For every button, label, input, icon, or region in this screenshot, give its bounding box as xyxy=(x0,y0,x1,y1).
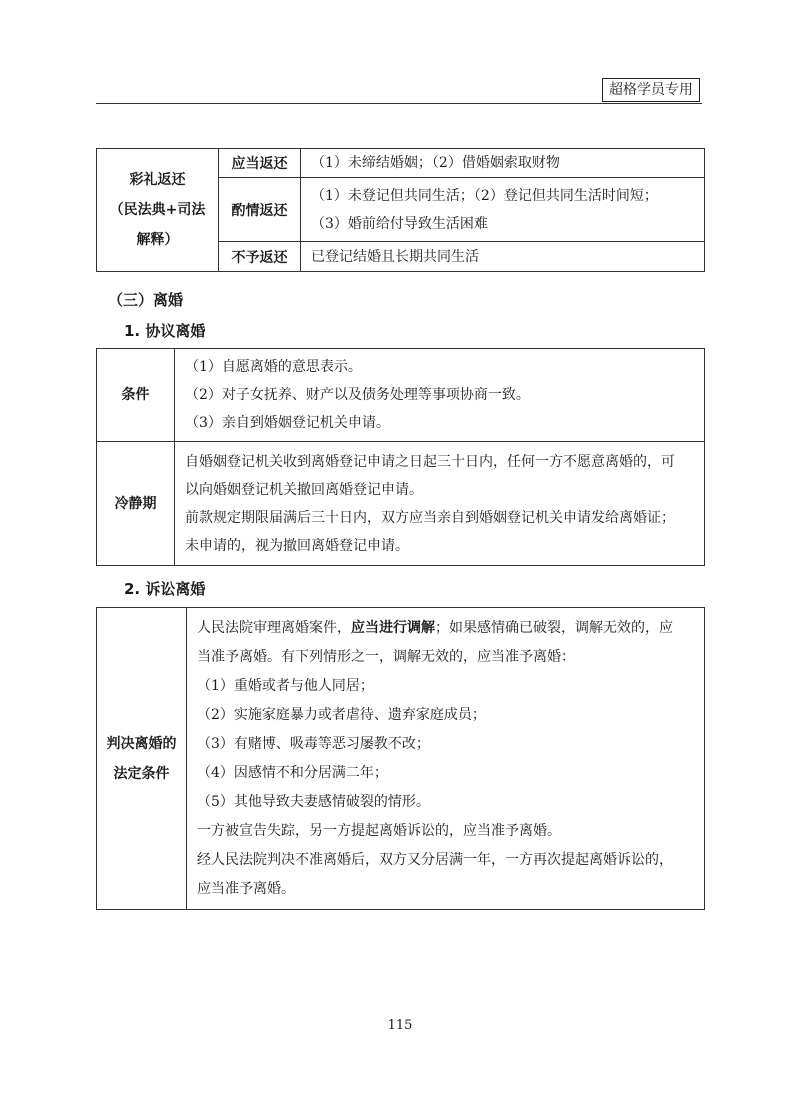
caili-row-label: 应当返还 xyxy=(219,149,301,178)
litigation-label xyxy=(97,608,187,910)
litigation-divorce-table xyxy=(96,607,705,910)
litigation-content xyxy=(187,608,705,910)
litigation-line: （5）其他导致夫妻感情破裂的情形。 xyxy=(197,793,430,810)
caili-row-content xyxy=(301,149,705,178)
intro-post: ；如果感情确已破裂，调解无效的，应 xyxy=(435,619,673,636)
caili-row-line: 已登记结婚且长期共同生活 xyxy=(311,248,479,265)
caili-row-content xyxy=(301,242,705,272)
litigation-intro xyxy=(197,614,694,643)
cooling-line: 前款规定期限届满后三十日内，双方应当亲自到婚姻登记机关申请发给离婚证； xyxy=(185,509,675,526)
litigation-divorce-heading: 2. 诉讼离婚 xyxy=(124,580,206,598)
cooling-line: 未申请的，视为撤回离婚登记申请。 xyxy=(185,537,409,554)
litigation-line: （4）因感情不和分居满二年； xyxy=(197,764,388,781)
conditions-label: 条件 xyxy=(97,349,175,442)
cooling-line: 以向婚姻登记机关撤回离婚登记申请。 xyxy=(185,481,423,498)
litigation-line: 经人民法院判决不准离婚后，双方又分居满一年，一方再次提起离婚诉讼的， xyxy=(197,851,673,868)
cooling-period-label: 冷静期 xyxy=(97,442,175,566)
page-number: 115 xyxy=(387,1018,413,1033)
agreement-divorce-heading: 1. 协议离婚 xyxy=(124,322,206,340)
caili-row-label: 酌情返还 xyxy=(219,178,301,242)
litigation-line: 当准予离婚。有下列情形之一，调解无效的，应当准予离婚： xyxy=(197,648,575,665)
conditions-content xyxy=(175,349,705,442)
intro-pre: 人民法院审理离婚案件， xyxy=(197,619,351,636)
litigation-line: 一方被宣告失踪，另一方提起离婚诉讼的，应当准予离婚。 xyxy=(197,822,561,839)
mediation-emphasis: 应当进行调解 xyxy=(351,619,435,636)
section-divorce-heading: （三）离婚 xyxy=(108,291,184,309)
caili-title-line: 彩礼返还 xyxy=(129,172,186,188)
caili-title-line: （民法典+司法 xyxy=(109,202,206,218)
caili-title-cell xyxy=(97,149,219,272)
cooling-line: 自婚姻登记机关收到离婚登记申请之日起三十日内，任何一方不愿意离婚的，可 xyxy=(185,453,675,470)
litigation-line: （1）重婚或者与他人同居； xyxy=(197,677,374,694)
header-rule xyxy=(96,103,702,104)
caili-title-line: 解释） xyxy=(136,232,179,248)
condition-item: （1）自愿离婚的意思表示。 xyxy=(185,359,362,375)
condition-item: （2）对子女抚养、财产以及债务处理等事项协商一致。 xyxy=(185,387,530,403)
caili-row-label: 不予返还 xyxy=(219,242,301,272)
litigation-label-line: 法定条件 xyxy=(113,765,170,782)
student-only-badge: 超格学员专用 xyxy=(602,78,700,102)
litigation-line: （2）实施家庭暴力或者虐待、遗弃家庭成员； xyxy=(197,706,486,723)
caili-row-line: （1）未缔结婚姻；（2）借婚姻索取财物 xyxy=(311,155,560,171)
litigation-line: （3）有赌博、吸毒等恶习屡教不改； xyxy=(197,735,430,752)
caili-row-line: （1）未登记但共同生活；（2）登记但共同生活时间短； xyxy=(311,187,658,204)
caili-row-content xyxy=(301,178,705,242)
caili-table xyxy=(96,148,705,272)
cooling-period-content xyxy=(175,442,705,566)
agreement-divorce-table xyxy=(96,348,705,566)
condition-item: （3）亲自到婚姻登记机关申请。 xyxy=(185,415,390,431)
litigation-label-line: 判决离婚的 xyxy=(106,735,177,752)
litigation-line: 应当准予离婚。 xyxy=(197,880,295,897)
caili-row-line: （3）婚前给付导致生活困难 xyxy=(311,215,488,232)
